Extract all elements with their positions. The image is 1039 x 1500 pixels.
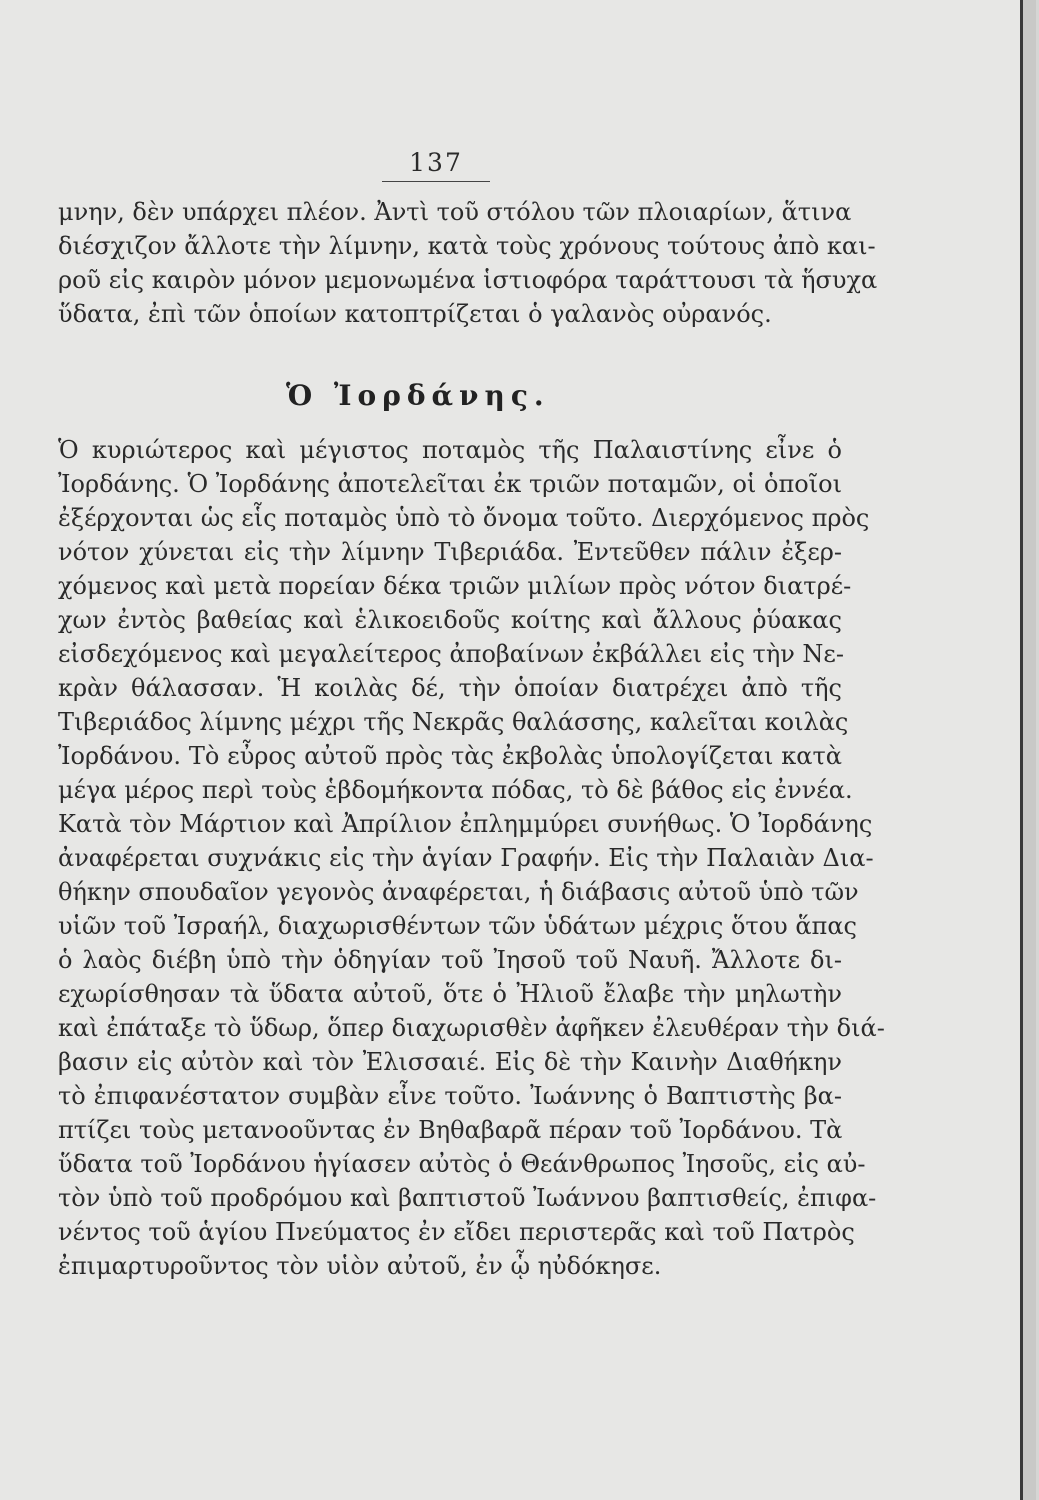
text-line: διέσχιζον ἄλλοτε τὴν λίμνην, κατὰ τοὺς χρόνους τούτους ἀπὸ και-: [58, 232, 876, 260]
text-line: πτίζει τοὺς μετανοοῦντας ἐν Βηθαβαρᾶ πέραν τοῦ Ἰορδάνου. Τὰ: [58, 1116, 843, 1144]
text-line: ἀναφέρεται συχνάκις εἰς τὴν ἁγίαν Γραφήν. Εἰς τὴν Παλαιὰν Δια-: [58, 844, 874, 872]
text-line: τὸν ὑπὸ τοῦ προδρόμου καὶ βαπτιστοῦ Ἰωάννου βαπτισθείς, ἐπιφα-: [58, 1184, 877, 1212]
text-line: Ἰορδάνης. Ὁ Ἰορδάνης ἀποτελεῖται ἐκ τριῶν ποταμῶν, οἱ ὁποῖοι: [58, 470, 842, 498]
text-line: Ἰορδάνου. Τὸ εὖρος αὐτοῦ πρὸς τὰς ἐκβολὰς ὑπολογίζεται κατὰ: [58, 742, 842, 770]
text-line: ὕδατα τοῦ Ἰορδάνου ἡγίασεν αὐτὸς ὁ Θεάνθρωπος Ἰησοῦς, εἰς αὐ-: [58, 1150, 866, 1178]
text-line: ἐξέρχονται ὡς εἷς ποταμὸς ὑπὸ τὸ ὄνομα τοῦτο. Διερχόμενος πρὸς: [58, 504, 870, 532]
text-line: κρὰν θάλασσαν. Ἡ κοιλὰς δέ, τὴν ὁποίαν διατρέχει ἀπὸ τῆς: [58, 674, 842, 702]
text-line: εχωρίσθησαν τὰ ὕδατα αὐτοῦ, ὅτε ὁ Ἠλιοῦ ἔλαβε τὴν μηλωτὴν: [58, 980, 842, 1008]
text-line: ὕδατα, ἐπὶ τῶν ὁποίων κατοπτρίζεται ὁ γαλανὸς οὐρανός.: [58, 300, 772, 328]
text-line: μέγα μέρος περὶ τοὺς ἑβδομήκοντα πόδας, τὸ δὲ βάθος εἰς ἐννέα.: [58, 776, 853, 804]
text-line: υἱῶν τοῦ Ἰσραήλ, διαχωρισθέντων τῶν ὑδάτων μέχρις ὅτου ἅπας: [58, 912, 857, 940]
text-line: χόμενος καὶ μετὰ πορείαν δέκα τριῶν μιλίων πρὸς νότον διατρέ-: [58, 572, 852, 600]
text-line: βασιν εἰς αὐτὸν καὶ τὸν Ἐλισσαιέ. Εἰς δὲ τὴν Καινὴν Διαθήκην: [58, 1048, 842, 1076]
text-line: ροῦ εἰς καιρὸν μόνον μεμονωμένα ἱστιοφόρα ταράττουσι τὰ ἥσυχα: [58, 266, 878, 294]
text-line: εἰσδεχόμενος καὶ μεγαλείτερος ἀποβαίνων ἐκβάλλει εἰς τὴν Νε-: [58, 640, 844, 668]
text-line: Κατὰ τὸν Μάρτιον καὶ Ἀπρίλιον ἐπλημμύρει συνήθως. Ὁ Ἰορδάνης: [58, 810, 873, 838]
text-line: χων ἐντὸς βαθείας καὶ ἑλικοειδοῦς κοίτης καὶ ἄλλους ῥύακας: [58, 606, 842, 634]
text-line: Τιβεριάδος λίμνης μέχρι τῆς Νεκρᾶς θαλάσσης, καλεῖται κοιλὰς: [58, 708, 849, 736]
text-line: Ὁ κυριώτερος καὶ μέγιστος ποταμὸς τῆς Παλαιστίνης εἶνε ὁ: [58, 436, 842, 464]
text-line: μνην, δὲν υπάρχει πλέον. Ἀντὶ τοῦ στόλου τῶν πλοιαρίων, ἅτινα: [58, 198, 852, 226]
section-heading: Ὁ Ἰορδάνης.: [286, 379, 550, 412]
page-edge: [1023, 0, 1036, 1500]
page-number: 137: [409, 148, 463, 177]
page-number-rule: [382, 181, 490, 182]
text-line: νέντος τοῦ ἁγίου Πνεύματος ἐν εἴδει περιστερᾶς καὶ τοῦ Πατρὸς: [58, 1218, 855, 1246]
text-line: νότον χύνεται εἰς τὴν λίμνην Τιβεριάδα. Ἐντεῦθεν πάλιν ἐξερ-: [58, 538, 842, 566]
text-line: θήκην σπουδαῖον γεγονὸς ἀναφέρεται, ἡ διάβασις αὐτοῦ ὑπὸ τῶν: [58, 878, 859, 906]
text-line: ὁ λαὸς διέβη ὑπὸ τὴν ὁδηγίαν τοῦ Ἰησοῦ τοῦ Ναυῆ. Ἄλλοτε δι-: [58, 946, 842, 974]
text-line: τὸ ἐπιφανέστατον συμβὰν εἶνε τοῦτο. Ἰωάννης ὁ Βαπτιστὴς βα-: [58, 1082, 842, 1110]
text-line: ἐπιμαρτυροῦντος τὸν υἱὸν αὐτοῦ, ἐν ᾧ ηὐδόκησε.: [58, 1252, 662, 1280]
text-line: καὶ ἐπάταξε τὸ ὕδωρ, ὅπερ διαχωρισθὲν ἀφῆκεν ἐλευθέραν τὴν διά-: [58, 1014, 885, 1042]
